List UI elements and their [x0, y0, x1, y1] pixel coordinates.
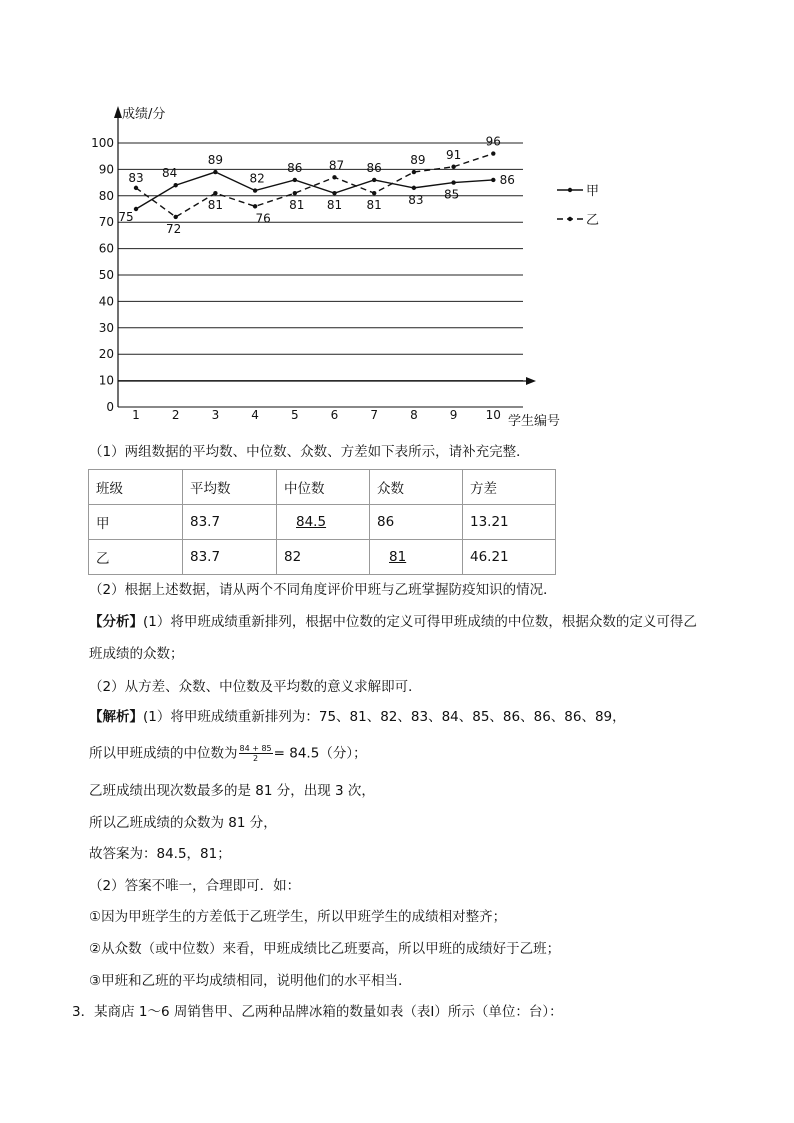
median-fraction — [239, 744, 273, 763]
solution-line-1 — [89, 708, 626, 726]
data-label: 86 — [287, 160, 303, 175]
median-result: = 84.5（分）； — [273, 745, 367, 762]
analysis-line-3: （2）从方差、众数、中位数及平均数的意义求解即可． — [89, 679, 422, 695]
table-cell: 82 — [277, 540, 370, 575]
x-tick-label: 10 — [485, 408, 501, 422]
data-label: 91 — [445, 147, 462, 162]
data-label: 81 — [207, 198, 224, 213]
legend-label: 甲 — [586, 184, 600, 199]
table-cell: 46.21 — [463, 540, 556, 575]
table-header: 方差 — [463, 470, 556, 505]
filled-answer: 81 — [389, 549, 407, 565]
table-header: 平均数 — [183, 470, 277, 505]
analysis-line-1 — [89, 613, 697, 631]
median-text: 所以甲班成绩的中位数为 — [89, 745, 238, 762]
chart-axes — [91, 106, 560, 429]
data-point — [412, 170, 416, 174]
table-header: 班级 — [89, 470, 183, 505]
table-cell: 乙 — [89, 540, 183, 575]
data-point — [332, 175, 336, 179]
y-axis-arrow — [114, 106, 122, 118]
mode-line: 乙班成绩出现次数最多的是 81 分，出现 3 次， — [89, 783, 375, 799]
mode-line-2: 所以乙班成绩的众数为 81 分， — [89, 815, 277, 831]
data-point — [451, 180, 455, 184]
data-point — [253, 204, 257, 208]
data-label: 81 — [289, 198, 305, 213]
y-tick-label: 20 — [98, 347, 114, 362]
data-point — [293, 178, 297, 182]
table-row — [89, 540, 556, 575]
solution-tag: 【解析】 — [89, 709, 143, 725]
data-label: 81 — [326, 198, 343, 213]
analysis-line-2: 班成绩的众数； — [89, 646, 184, 662]
data-label: 86 — [366, 160, 382, 175]
data-label: 81 — [366, 198, 382, 213]
legend-label: 乙 — [586, 213, 600, 228]
y-tick-label: 40 — [98, 294, 114, 309]
data-point — [253, 188, 257, 192]
y-axis-label: 成绩/分 — [122, 107, 166, 122]
data-label: 89 — [410, 153, 426, 168]
table-cell: 83.7 — [183, 540, 277, 575]
data-point — [213, 170, 217, 174]
solution-text: (1）将甲班成绩重新排列为：75、81、82、83、84、85、86、86、86、89， — [143, 709, 626, 725]
data-point — [451, 165, 455, 169]
data-point — [491, 178, 495, 182]
series-line — [136, 154, 493, 217]
stats-table — [88, 469, 556, 575]
filled-answer: 84.5 — [296, 514, 327, 530]
series-line — [136, 172, 493, 209]
table-cell: 甲 — [89, 505, 183, 540]
table-header-row — [89, 470, 556, 505]
data-label: 86 — [499, 172, 515, 187]
data-label: 75 — [118, 210, 134, 224]
data-point — [134, 186, 138, 190]
chart-series — [134, 151, 496, 219]
y-tick-label: 90 — [98, 162, 114, 177]
q2-answer-intro: （2）答案不唯一，合理即可．如： — [89, 878, 301, 894]
table-cell: 13.21 — [463, 505, 556, 540]
data-label: 89 — [207, 153, 224, 168]
table-cell: 83.7 — [183, 505, 277, 540]
data-point — [372, 178, 376, 182]
x-tick-label: 8 — [410, 408, 418, 422]
table-header: 中位数 — [277, 470, 370, 505]
x-axis-arrow — [526, 377, 536, 385]
data-point — [332, 191, 336, 195]
data-point — [174, 183, 178, 187]
median-line — [89, 744, 367, 763]
y-tick-label: 70 — [98, 215, 114, 230]
data-point — [293, 191, 297, 195]
analysis-tag: 【分析】 — [89, 614, 143, 630]
table-header: 众数 — [370, 470, 463, 505]
table-row — [89, 505, 556, 540]
data-label: 83 — [128, 170, 144, 185]
chart-grid — [118, 143, 523, 381]
x-tick-label: 4 — [251, 408, 259, 422]
data-label: 85 — [443, 187, 460, 202]
data-point — [174, 215, 178, 219]
chart-legend — [557, 184, 599, 228]
data-label: 76 — [255, 211, 271, 226]
data-label: 96 — [485, 134, 501, 149]
data-label: 84 — [162, 166, 178, 181]
answer-point-1: ①因为甲班学生的方差低于乙班学生，所以甲班学生的成绩相对整齐； — [89, 909, 507, 925]
y-tick-label: 100 — [91, 136, 114, 150]
x-tick-label: 5 — [290, 408, 299, 422]
data-point — [213, 191, 217, 195]
table-cell — [370, 540, 463, 575]
data-label: 87 — [328, 158, 345, 173]
answer-point-3: ③甲班和乙班的平均成绩相同，说明他们的水平相当． — [89, 973, 412, 989]
data-label: 72 — [166, 221, 182, 236]
data-point — [491, 151, 495, 155]
x-tick-label: 1 — [132, 408, 140, 422]
data-point — [134, 207, 138, 211]
question-2: （2）根据上述数据，请从两个不同角度评价甲班与乙班掌握防疫知识的情况． — [89, 582, 557, 598]
x-tick-label: 3 — [211, 408, 220, 422]
y-tick-label: 10 — [98, 373, 114, 388]
answer-point-2: ②从众数（或中位数）来看，甲班成绩比乙班要高，所以甲班的成绩好于乙班； — [89, 941, 561, 957]
question-1: （1）两组数据的平均数、中位数、众数、方差如下表所示，请补充完整． — [89, 444, 530, 460]
fraction-numerator: 84 + 85 — [239, 744, 272, 753]
fraction-denominator: 2 — [253, 754, 259, 763]
table-cell: 86 — [370, 505, 463, 540]
y-tick-label: 80 — [98, 188, 114, 203]
y-tick-label: 0 — [106, 400, 114, 414]
y-tick-label: 50 — [98, 268, 114, 282]
line-chart — [0, 0, 794, 440]
x-axis-label: 学生编号 — [508, 414, 561, 429]
data-point — [372, 191, 376, 195]
y-tick-label: 60 — [98, 241, 114, 256]
analysis-text: (1）将甲班成绩重新排列，根据中位数的定义可得甲班成绩的中位数，根据众数的定义可得乙 — [143, 614, 697, 630]
question-3: 3．某商店 1～6 周销售甲、乙两种品牌冰箱的数量如表（表Ⅰ）所示（单位：台）： — [72, 1004, 563, 1020]
x-tick-label: 2 — [171, 408, 180, 422]
data-label: 82 — [249, 171, 265, 186]
y-tick-label: 30 — [98, 320, 114, 335]
legend-marker — [568, 188, 572, 192]
table-cell — [277, 505, 370, 540]
x-tick-label: 7 — [370, 408, 379, 422]
answer-line: 故答案为：84.5，81； — [89, 846, 231, 862]
data-label: 83 — [408, 192, 424, 207]
x-tick-label: 9 — [449, 408, 458, 422]
legend-marker — [568, 217, 572, 221]
data-point — [412, 186, 416, 190]
x-tick-label: 6 — [330, 408, 339, 422]
